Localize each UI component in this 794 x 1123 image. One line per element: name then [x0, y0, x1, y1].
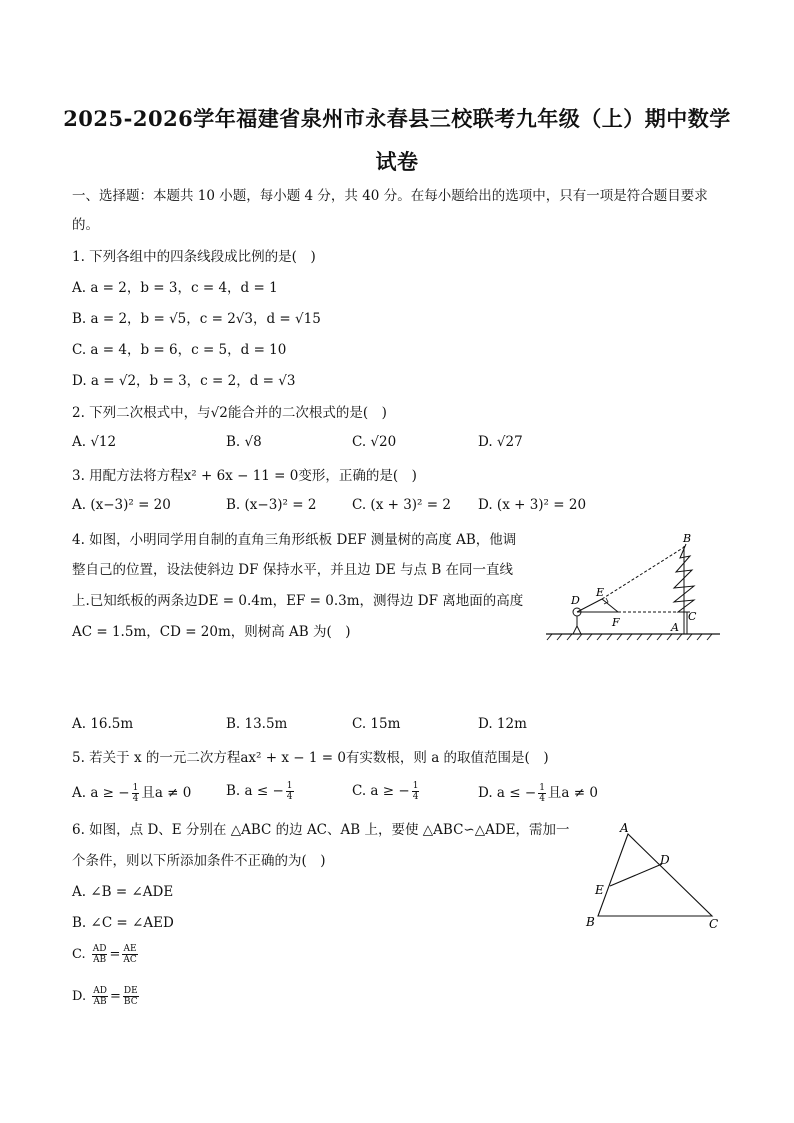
q4-stem-line4: AC = 1.5m，CD = 20m，则树高 AB 为( )	[72, 624, 351, 640]
exam-title-line1: 2025-2026学年福建省泉州市永春县三校联考九年级（上）期中数学	[63, 106, 731, 131]
q6-option-c: C. $\frac{AD}{AB}$ = $\frac{AE}{AC}$	[72, 944, 137, 965]
ground-hatch	[547, 634, 712, 640]
q2-option-b: B. √8	[226, 434, 262, 450]
q2-option-a: A. √12	[72, 434, 117, 450]
triangle-abc	[598, 834, 712, 916]
q4-label-d: D	[571, 594, 580, 607]
segment-de	[577, 599, 602, 612]
q6-label-a: A	[620, 821, 629, 835]
q3-option-a: A. (x−3)² = 20	[72, 497, 171, 513]
q5-option-a: A. a ≥ − $\frac{1}{4}$ 且a ≠ 0	[72, 783, 192, 804]
q1-option-c: C. a = 4，b = 6，c = 5，d = 10	[72, 342, 287, 358]
q4-label-f: F	[612, 616, 620, 629]
q6-stem-line2: 个条件，则以下所添加条件不正确的为( )	[72, 853, 326, 869]
segment-ef	[602, 599, 618, 612]
q6-label-c: C	[709, 917, 719, 931]
q5-option-b: B. a ≤ − $\frac{1}{4}$	[226, 781, 293, 802]
q6-label-e: E	[595, 883, 604, 897]
q5-option-c: C. a ≥ − $\frac{1}{4}$	[352, 781, 419, 802]
q1-stem: 1. 下列各组中的四条线段成比例的是( )	[72, 249, 316, 265]
q4-stem-line3: 上.已知纸板的两条边DE = 0.4m，EF = 0.3m，测得边 DF 离地面的高度	[72, 593, 524, 609]
q4-label-b: B	[683, 532, 692, 545]
segment-ed	[610, 864, 662, 886]
q2-stem: 2. 下列二次根式中，与√2能合并的二次根式的是( )	[72, 405, 387, 421]
q1-option-a: A. a = 2，b = 3，c = 4，d = 1	[72, 280, 278, 296]
q4-stem-line2: 整自己的位置，设法使斜边 DF 保持水平，并且边 DE 与点 B 在同一直线	[72, 562, 514, 578]
q5-stem: 5. 若关于 x 的一元二次方程ax² + x − 1 = 0有实数根，则 a 的取值范围是( )	[72, 750, 549, 766]
q1-option-d: D. a = √2，b = 3，c = 2，d = √3	[72, 373, 296, 389]
q6-triangle-figure	[578, 820, 728, 935]
q3-option-d: D. (x + 3)² = 20	[478, 497, 587, 513]
q4-stem-line1: 4. 如图，小明同学用自制的直角三角形纸板 DEF 测量树的高度 AB，他调	[72, 532, 517, 548]
section-heading-line2: 的。	[72, 217, 99, 233]
q5-option-d: D. a ≤ − $\frac{1}{4}$ 且a ≠ 0	[478, 783, 598, 804]
q6-option-d: D. $\frac{AD}{AB}$ = $\frac{DE}{BC}$	[72, 986, 138, 1007]
q2-option-d: D. √27	[478, 434, 523, 450]
q2-option-c: C. √20	[352, 434, 397, 450]
exam-title-line2: 试卷	[375, 149, 419, 174]
q6-label-b: B	[586, 915, 595, 929]
q4-tree-measure-figure	[540, 526, 725, 646]
q4-option-d: D. 12m	[478, 716, 527, 732]
q4-option-c: C. 15m	[352, 716, 401, 732]
q6-stem-line1: 6. 如图，点 D、E 分别在 △ABC 的边 AC、AB 上，要使 △ABC∽△ADE，需加一	[72, 822, 570, 838]
q3-stem: 3. 用配方法将方程x² + 6x − 11 = 0变形，正确的是( )	[72, 468, 417, 484]
q3-option-c: C. (x + 3)² = 2	[352, 497, 451, 513]
q4-label-a: A	[671, 621, 679, 634]
section-heading-line1: 一、选择题：本题共 10 小题，每小题 4 分，共 40 分。在每小题给出的选项中，只有一项是符合题目要求	[72, 188, 708, 204]
q6-label-d: D	[660, 853, 670, 867]
q3-option-b: B. (x−3)² = 2	[226, 497, 317, 513]
q1-option-b: B. a = 2，b = √5，c = 2√3，d = √15	[72, 311, 321, 327]
q4-label-c: C	[688, 610, 697, 623]
q6-option-b: B. ∠C = ∠AED	[72, 915, 174, 931]
q6-option-a: A. ∠B = ∠ADE	[72, 884, 174, 900]
q4-label-e: E	[596, 586, 605, 599]
q4-option-b: B. 13.5m	[226, 716, 288, 732]
q4-option-a: A. 16.5m	[72, 716, 134, 732]
sight-line	[602, 546, 686, 599]
